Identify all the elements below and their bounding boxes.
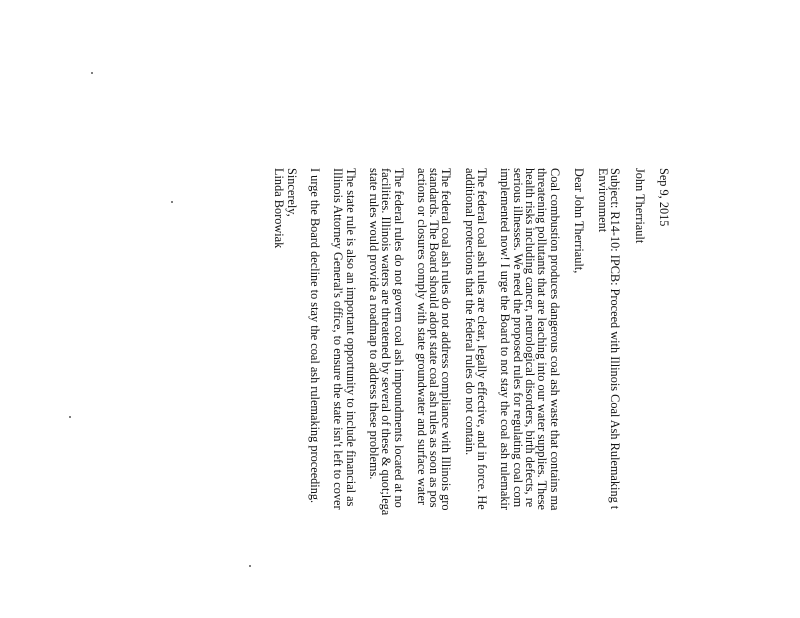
paragraph-line: The federal rules do not govern coal ash impoundments located at no xyxy=(391,168,406,508)
letter-paragraph xyxy=(499,168,560,618)
scan-speck xyxy=(69,416,71,418)
scan-speck xyxy=(171,201,173,203)
scan-speck xyxy=(91,72,93,74)
paragraph-line: facilities. Illinois waters are threatened by several of these & quot;lega xyxy=(379,168,394,516)
paragraph-line: threatening pollutants that are leaching into our water supplies. These xyxy=(535,168,550,510)
paragraph-line: standards. The Board should adopt state coal ash rules as soon as pos xyxy=(427,168,442,508)
paragraph-line: serious illnesses. We need the proposed rules for regulating coal com xyxy=(510,168,525,508)
paragraph-line: The federal coal ash rules are clear, legally effective, and in force. He xyxy=(475,168,490,510)
letter-closing: Sincerely, xyxy=(284,168,299,217)
letter-paragraph xyxy=(368,168,405,618)
paragraph-line: Coal combustion produces dangerous coal ash waste that contains ma xyxy=(547,168,562,511)
paragraph-line: actions or closures comply with state groundwater and surface water xyxy=(414,168,429,506)
paragraph-line: implemented now! I urge the Board to not stay the coal ash rulemakir xyxy=(498,168,513,510)
paragraph-line: The state rule is also an important opportunity to include financial as xyxy=(343,168,358,507)
letter-body xyxy=(250,168,670,618)
letter-salutation: Dear John Therriault, xyxy=(571,168,586,274)
paragraph-line: Illinois Attorney General's office, to ensure the state isn't left to cover xyxy=(331,168,346,510)
letter-subject-line: Environment xyxy=(596,168,611,233)
paragraph-line: The federal coal ash rules do not address compliance with Illinois gro xyxy=(439,168,454,511)
letter-paragraph xyxy=(463,168,488,618)
letter-recipient: John Therriault xyxy=(632,168,647,244)
letter-signature: Linda Borowiak xyxy=(272,168,287,249)
letter-subject-line: Subject: R14-10: IPCB: Proceed with Illinois Coal Ash Rulemaking t xyxy=(608,168,623,510)
paragraph-line: I urge the Board decline to stay the coal ash rulemaking proceeding. xyxy=(308,168,323,504)
paragraph-line: state rules would provide a roadmap to address these problems. xyxy=(366,168,381,480)
letter-paragraph xyxy=(416,168,453,618)
letter-paragraph xyxy=(332,168,357,618)
letter-date: Sep 9, 2015 xyxy=(657,168,671,227)
paragraph-line: health risks including cancer, neurological disorders, birth defects, re xyxy=(522,168,537,508)
paragraph-line: additional protections that the federal rules do not contain. xyxy=(462,168,477,456)
letter-paragraph xyxy=(309,168,321,618)
